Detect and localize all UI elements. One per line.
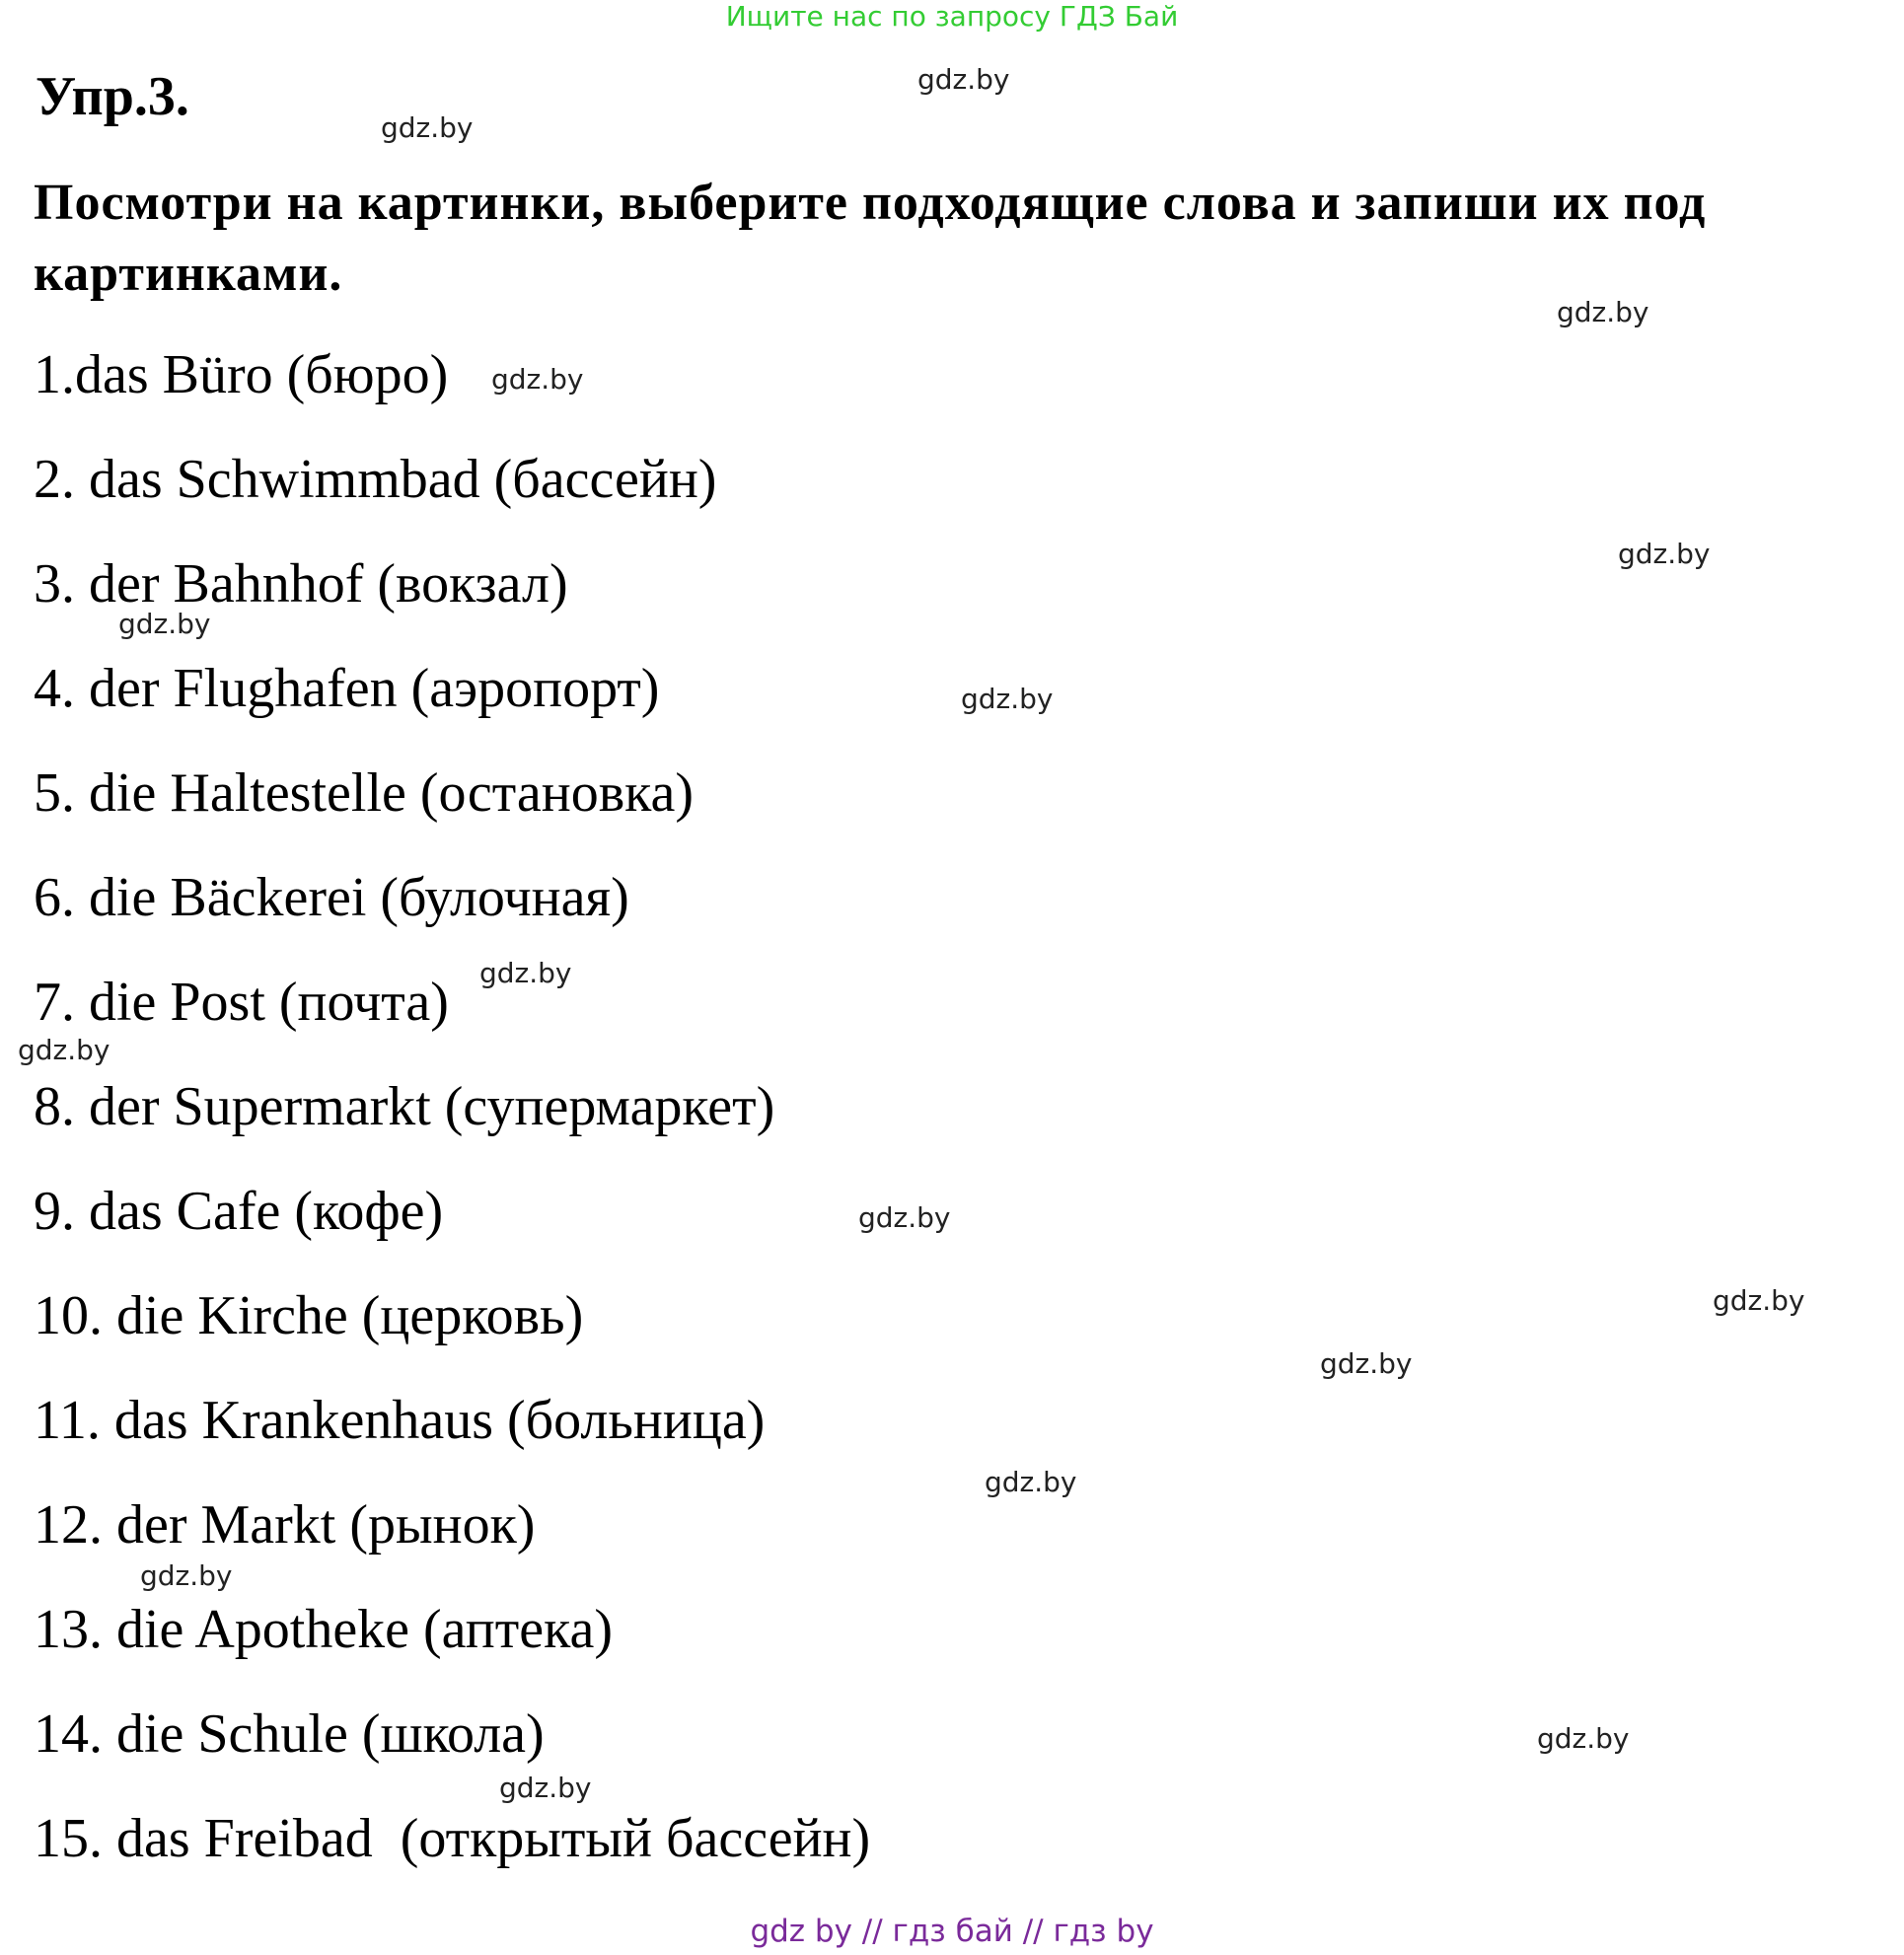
watermark: gdz.by: [118, 608, 211, 640]
list-item: 12. der Markt (рынок): [34, 1494, 536, 1556]
watermark: gdz.by: [1557, 296, 1649, 328]
list-item: 3. der Bahnhof (вокзал): [34, 553, 568, 615]
watermark: gdz.by: [1713, 1284, 1805, 1317]
list-item: 11. das Krankenhaus (больница): [34, 1390, 766, 1451]
header-banner: Ищите нас по запросу ГДЗ Бай: [725, 0, 1179, 33]
watermark: gdz.by: [917, 63, 1010, 96]
watermark: gdz.by: [1537, 1722, 1630, 1755]
watermark: gdz.by: [858, 1201, 951, 1234]
list-item: 2. das Schwimmbad (бассейн): [34, 449, 717, 510]
list-item: 13. die Apotheke (аптека): [34, 1599, 613, 1660]
list-item: 15. das Freibad (открытый бассейн): [34, 1808, 871, 1869]
footer: gdz by // гдз бай // гдз by: [750, 1914, 1154, 1949]
exercise-instruction: Посмотри на картинки, выберите подходящие слова и запиши их под картинками.: [34, 175, 1707, 302]
exercise-title: Упр.3.: [36, 66, 189, 127]
list-item: 8. der Supermarkt (супермаркет): [34, 1076, 775, 1137]
list-item: 4. der Flughafen (аэропорт): [34, 658, 660, 719]
watermark: gdz.by: [381, 111, 474, 144]
watermark: gdz.by: [1320, 1347, 1413, 1380]
list-item: 6. die Bäckerei (булочная): [34, 867, 629, 928]
watermark: gdz.by: [491, 363, 584, 396]
watermark: gdz.by: [479, 957, 572, 989]
vocabulary-list: [34, 343, 870, 1912]
watermark: gdz.by: [140, 1559, 233, 1592]
list-item: 7. die Post (почта): [34, 972, 449, 1033]
watermark: gdz.by: [499, 1772, 592, 1804]
list-item: 9. das Cafe (кофе): [34, 1181, 444, 1242]
watermark: gdz.by: [1618, 538, 1711, 570]
watermark: gdz.by: [985, 1466, 1077, 1498]
list-item: 1.das Büro (бюро): [34, 344, 449, 405]
list-item: 10. die Kirche (церковь): [34, 1285, 584, 1346]
watermark: gdz.by: [18, 1034, 110, 1066]
list-item: 14. die Schule (школа): [34, 1703, 545, 1765]
watermark: gdz.by: [961, 683, 1054, 715]
list-item: 5. die Haltestelle (остановка): [34, 762, 695, 824]
